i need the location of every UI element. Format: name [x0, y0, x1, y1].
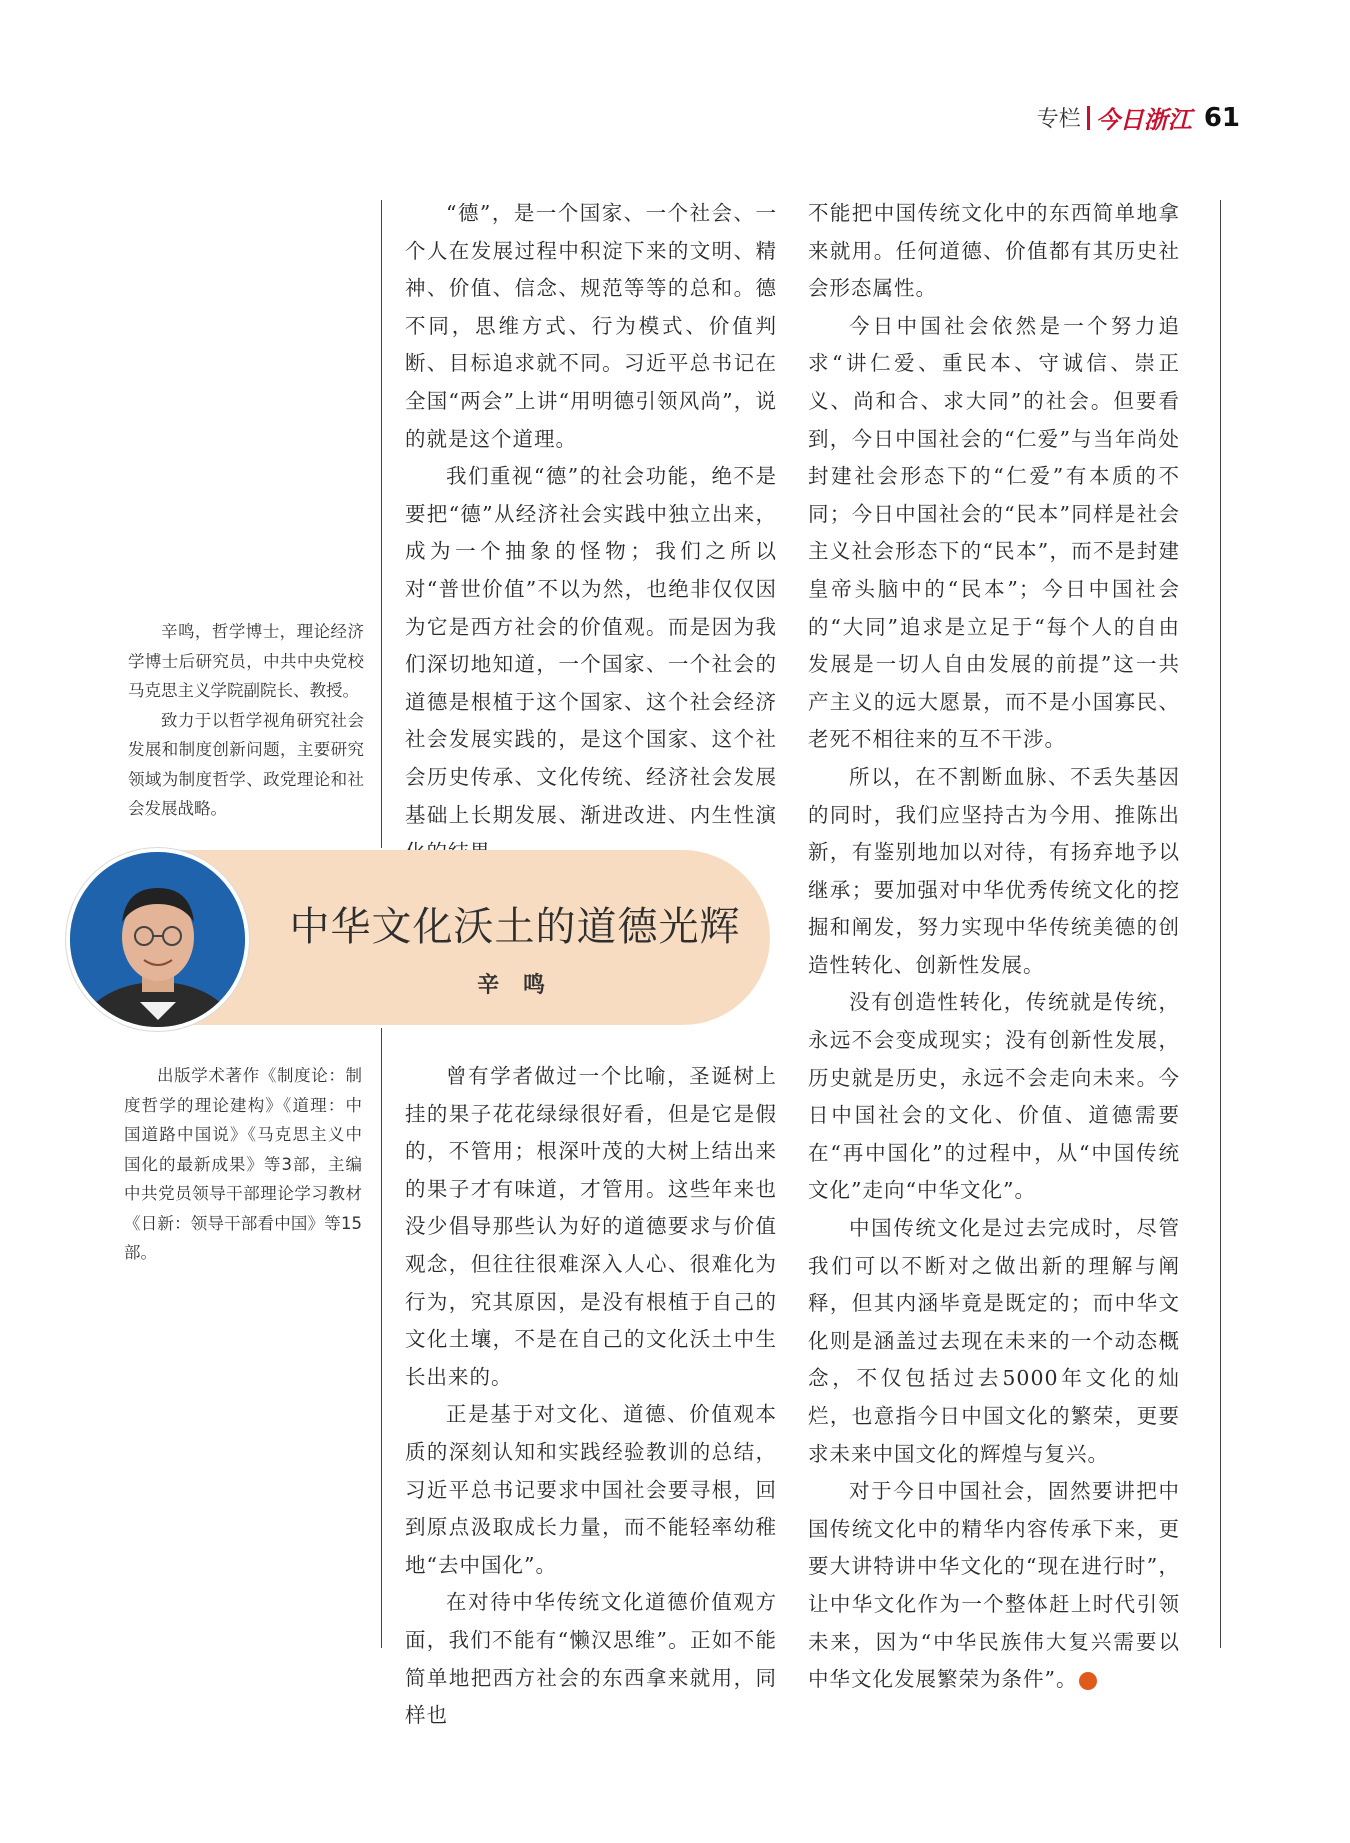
author-bio-bottom: [124, 1061, 362, 1268]
body-paragraph: [808, 1473, 1180, 1699]
article-author: 辛 鸣: [477, 973, 553, 998]
end-mark-icon: [1079, 1672, 1097, 1690]
body-paragraph: 中国传统文化是过去完成时，尽管我们可以不断对之做出新的理解与阐释，但其内涵毕竟是既定的；而中华文化则是涵盖过去现在未来的一个动态概念，不仅包括过去5000年文化的灿烂，也意指今日中国文化的繁荣，更要求未来中国文化的辉煌与复兴。: [808, 1216, 1180, 1466]
body-paragraph: 不能把中国传统文化中的东西简单地拿来就用。任何道德、价值都有其历史社会形态属性。: [808, 201, 1180, 301]
magazine-brand: 今日浙江: [1095, 106, 1192, 134]
body-paragraph: 今日中国社会依然是一个努力追求“讲仁爱、重民本、守诚信、崇正义、尚和合、求大同”的社会。但要看到，今日中国社会的“仁爱”与当年尚处封建社会形态下的“仁爱”有本质的不同；今日中国社会的“民本”同样是社会主义社会形态下的“民本”，而不是封建皇帝头脑中的“民本”；今日中国社会的“大同”追求是立足于“每个人的自由发展是一切人自由发展的前提”这一共产主义的远大愿景，而不是小国寡民、老死不相往来的互不干涉。: [808, 313, 1180, 752]
section-label: 专栏: [1036, 107, 1081, 132]
body-paragraph: 没有创造性转化，传统就是传统，永远不会变成现实；没有创新性发展，历史就是历史，永远不会走向未来。今日中国社会的文化、价值、道德需要在“再中国化”的过程中，从“中国传统文化”走向“中华文化”。: [808, 990, 1180, 1203]
column-rule-left-top: [381, 200, 382, 848]
column-rule-left-bottom: [381, 1028, 382, 1648]
bio-paragraph: 辛鸣，哲学博士，理论经济学博士后研究员，中共中央党校马克思主义学院副院长、教授。: [128, 622, 364, 700]
column-right: [808, 195, 1180, 1699]
column-middle-top: [405, 195, 777, 872]
article-title: 中华文化沃土的道德光辉: [289, 904, 741, 950]
column-rule-right: [1220, 200, 1221, 1648]
bio-paragraph: 出版学术著作《制度论：制度哲学的理论建构》《道理：中国道路中国说》《马克思主义中国化的最新成果》等3部，主编中共党员领导干部理论学习教材《日新：领导干部看中国》等15部。: [124, 1066, 362, 1262]
page-number: 61: [1203, 102, 1240, 133]
bio-paragraph: 致力于以哲学视角研究社会发展和制度创新问题，主要研究领域为制度哲学、政党理论和社会发展战略。: [128, 710, 364, 818]
body-paragraph: 曾有学者做过一个比喻，圣诞树上挂的果子花花绿绿很好看，但是它是假的，不管用；根深叶茂的大树上结出来的果子才有味道，才管用。这些年来也没少倡导那些认为好的道德要求与价值观念，但往往很难深入人心、很难化为行为，究其原因，是没有根植于自己的文化土壤，不是在自己的文化沃土中生长出来的。: [405, 1064, 777, 1389]
final-paragraph-text: 对于今日中国社会，固然要讲把中国传统文化中的精华内容传承下来，更要大讲特讲中华文化的“现在进行时”，让中华文化作为一个整体赶上时代引领未来，因为“中华民族伟大复兴需要以中华文化发展繁荣为条件”。: [808, 1479, 1180, 1692]
body-paragraph: 所以，在不割断血脉、不丢失基因的同时，我们应坚持古为今用、推陈出新，有鉴别地加以对待，有扬弃地予以继承；要加强对中华优秀传统文化的挖掘和阐发，努力实现中华传统美德的创造性转化、创新性发展。: [808, 764, 1180, 977]
body-paragraph: 在对待中华传统文化道德价值观方面，我们不能有“懒汉思维”。正如不能简单地把西方社会的东西拿来就用，同样也: [405, 1590, 777, 1728]
column-middle-bottom: [405, 1058, 777, 1735]
header-divider: [1087, 106, 1090, 130]
page-header: [1037, 100, 1240, 135]
body-paragraph: 正是基于对文化、道德、价值观本质的深刻认知和实践经验教训的总结，习近平总书记要求中国社会要寻根，回到原点汲取成长力量，而不能轻率幼稚地“去中国化”。: [405, 1402, 777, 1577]
author-photo: [66, 848, 249, 1031]
author-bio-top: [128, 617, 364, 824]
body-paragraph: 我们重视“德”的社会功能，绝不是要把“德”从经济社会实践中独立出来，成为一个抽象的怪物；我们之所以对“普世价值”不以为然，也绝非仅仅因为它是西方社会的价值观。而是因为我们深切地知道，一个国家、一个社会的道德是根植于这个国家、这个社会经济社会发展实践的，是这个国家、这个社会历史传承、文化传统、经济社会发展基础上长期发展、渐进改进、内生性演: [405, 464, 777, 827]
body-paragraph: “德”，是一个国家、一个社会、一个人在发展过程中积淀下来的文明、精神、价值、信念、规范等等的总和。德不同，思维方式、行为模式、价值判断、目标追求就不同。习近平总书记在全国“两会”上讲“用明德引领风尚”，说的就是这个道理。: [405, 201, 777, 451]
